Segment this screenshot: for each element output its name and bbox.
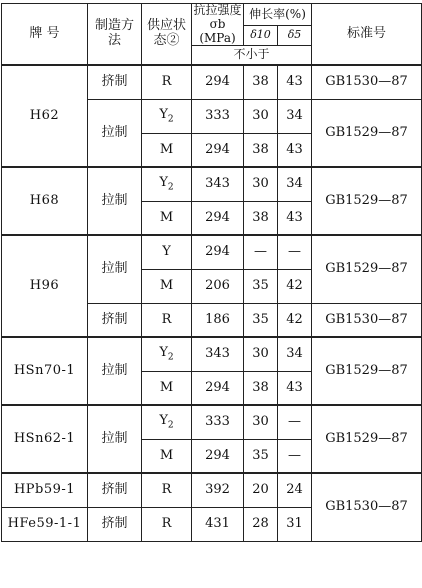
tensile-cell: 392: [192, 473, 244, 507]
tensile-cell: 294: [192, 201, 244, 235]
tensile-cell: 294: [192, 133, 244, 167]
header-standard: 标准号: [312, 4, 422, 66]
method-cell: 拉制: [88, 337, 142, 405]
d5-cell: 31: [278, 507, 312, 541]
d10-cell: 38: [244, 371, 278, 405]
tensile-cell: 294: [192, 65, 244, 99]
tensile-cell: 333: [192, 405, 244, 439]
d5-cell: 34: [278, 337, 312, 371]
d10-cell: 35: [244, 269, 278, 303]
method-cell: 拉制: [88, 99, 142, 167]
state-cell: Y: [142, 235, 192, 269]
state-cell: R: [142, 473, 192, 507]
d5-cell: —: [278, 235, 312, 269]
brass-tube-properties-table: [1, 3, 422, 542]
header-supply-state: 供应状态②: [142, 4, 192, 66]
d5-cell: —: [278, 439, 312, 473]
d10-cell: 28: [244, 507, 278, 541]
d5-cell: 43: [278, 201, 312, 235]
state-cell: M: [142, 371, 192, 405]
d10-cell: 30: [244, 167, 278, 201]
grade-cell: H68: [2, 167, 88, 235]
method-cell: 拉制: [88, 235, 142, 303]
d10-cell: —: [244, 235, 278, 269]
table-row: [2, 65, 422, 99]
grade-cell: HSn62-1: [2, 405, 88, 473]
d5-cell: 42: [278, 303, 312, 337]
grade-cell: H62: [2, 65, 88, 167]
tensile-cell: 294: [192, 371, 244, 405]
tensile-cell: 294: [192, 439, 244, 473]
header-not-less-than: 不小于: [192, 46, 312, 66]
d5-cell: 42: [278, 269, 312, 303]
standard-cell: GB1529—87: [312, 337, 422, 405]
d10-cell: 38: [244, 133, 278, 167]
d10-cell: 30: [244, 337, 278, 371]
standard-cell: GB1529—87: [312, 99, 422, 167]
tensile-cell: 343: [192, 337, 244, 371]
method-cell: 拉制: [88, 167, 142, 235]
standard-cell: GB1529—87: [312, 167, 422, 235]
table-row: [2, 405, 422, 439]
d5-cell: 34: [278, 99, 312, 133]
tensile-cell: 333: [192, 99, 244, 133]
header-d10: δ10: [244, 26, 278, 46]
standard-cell: GB1529—87: [312, 405, 422, 473]
header-grade: 牌 号: [2, 4, 88, 66]
method-cell: 拉制: [88, 405, 142, 473]
method-cell: 挤制: [88, 507, 142, 541]
state-cell: M: [142, 201, 192, 235]
method-cell: 挤制: [88, 65, 142, 99]
state-cell: M: [142, 439, 192, 473]
state-cell: R: [142, 303, 192, 337]
d5-cell: 24: [278, 473, 312, 507]
d5-cell: —: [278, 405, 312, 439]
standard-cell: GB1530—87: [312, 473, 422, 541]
method-cell: 挤制: [88, 303, 142, 337]
d10-cell: 30: [244, 405, 278, 439]
state-cell: $Y_2$: [142, 167, 192, 201]
header-d5: δ5: [278, 26, 312, 46]
standard-cell: GB1530—87: [312, 303, 422, 337]
standard-cell: GB1529—87: [312, 235, 422, 303]
header-row-1: [2, 4, 422, 26]
state-cell: $Y_2$: [142, 405, 192, 439]
method-cell: 挤制: [88, 473, 142, 507]
header-method: 制造方法: [88, 4, 142, 66]
grade-cell: HFe59-1-1: [2, 507, 88, 541]
d5-cell: 43: [278, 371, 312, 405]
table-row: [2, 167, 422, 201]
tensile-cell: 294: [192, 235, 244, 269]
tensile-cell: 206: [192, 269, 244, 303]
d5-cell: 34: [278, 167, 312, 201]
tensile-cell: 431: [192, 507, 244, 541]
state-cell: M: [142, 133, 192, 167]
tensile-cell: 186: [192, 303, 244, 337]
standard-cell: GB1530—87: [312, 65, 422, 99]
table-row: [2, 337, 422, 371]
d5-cell: 43: [278, 133, 312, 167]
table-row: [2, 473, 422, 507]
d10-cell: 35: [244, 439, 278, 473]
d10-cell: 20: [244, 473, 278, 507]
grade-cell: HSn70-1: [2, 337, 88, 405]
d10-cell: 38: [244, 65, 278, 99]
table-row: [2, 235, 422, 269]
tensile-cell: 343: [192, 167, 244, 201]
header-tensile: 抗拉强度σb (MPa): [193, 3, 242, 45]
state-cell: $Y_2$: [142, 99, 192, 133]
grade-cell: HPb59-1: [2, 473, 88, 507]
d5-cell: 43: [278, 65, 312, 99]
state-cell: $Y_2$: [142, 337, 192, 371]
grade-cell: H96: [2, 235, 88, 337]
state-cell: R: [142, 65, 192, 99]
header-elongation: 伸长率(%): [244, 4, 312, 26]
state-cell: M: [142, 269, 192, 303]
state-cell: R: [142, 507, 192, 541]
d10-cell: 30: [244, 99, 278, 133]
d10-cell: 38: [244, 201, 278, 235]
d10-cell: 35: [244, 303, 278, 337]
